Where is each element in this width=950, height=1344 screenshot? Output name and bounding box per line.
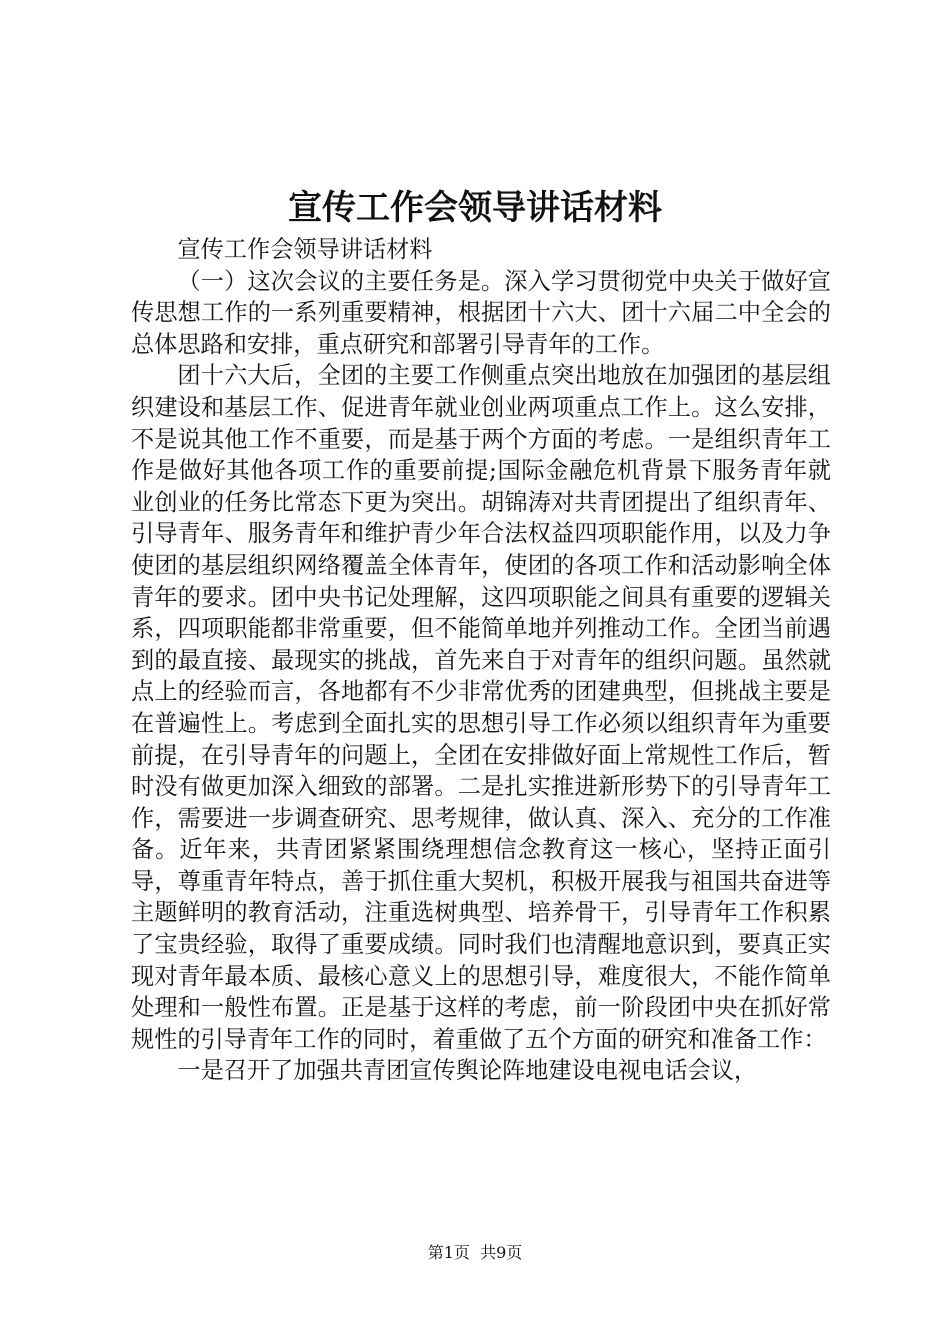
document-title: 宣传工作会领导讲话材料 <box>288 188 662 228</box>
paragraph: （一）这次会议的主要任务是。深入学习贯彻党中央关于做好宣传思想工作的一系列重要精神，根据团十六大、团十六届二中全会的总体思路和安排，重点研究和部署引导青年的工作。 <box>131 267 831 358</box>
paragraph: 团十六大后，全团的主要工作侧重点突出地放在加强团的基层组织建设和基层工作、促进青年就业创业两项重点工作上。这么安排，不是说其他工作不重要，而是基于两个方面的考虑。一是组织青年工作是做好其他各项工作的重要前提;国际金融危机背景下服务青年就业创业的任务比常态下更为突出。胡锦涛对共青团提出了组织青年、引导青年、服务青年和维护青少年合法权益四项职能作用，以及力争使团的基层组织网络覆盖全体青年，使团的各项工作和活动影响全体青年的要求。团中央书记处理解，这四项职能之间具有重要的逻辑关系，四项职能都非常重要，但不能简单地并列推动工作。全团当前遇到的最直接、最现实的挑战，首先来自于对青年的组织问题。虽然就点上的经验而言，各地都有不少非常优秀的团建典型，但挑战主要是在普遍性上。考虑到全面扎实的思想引导工作必须以组织青年为重要前提，在引导青年的问题上，全团在安排做好面上常规性工作后，暂时没有做更加深入细致的部署。二是扎实推进新形势下的引导青年工作，需要进一步调查研究、思考规律，做认真、深入、充分的工作准备。近年来，共青团紧紧围绕理想信念教育这一核心，坚持正面引导，尊重青年特点，善于抓住重大契机，积极开展我与祖国共奋进等主题鲜明的教育活动，注重选树典型、培养骨干，引导青年工作积累了宝贵经验，取得了重要成绩。同时我们也清醒地意识到，要真正实现对青年最本质、最核心意义上的思想引导，难度很大，不能作简单处理和一般性布置。正是基于这样的考虑，前一阶段团中央在抓好常规性的引导青年工作的同时，着重做了五个方面的研究和准备工作： <box>131 362 831 1053</box>
paragraph: 宣传工作会领导讲话材料 <box>177 236 433 263</box>
document-body <box>131 234 831 1087</box>
page-footer <box>0 1243 950 1263</box>
paragraph: 一是召开了加强共青团宣传舆论阵地建设电视电话会议， <box>177 1057 758 1085</box>
page-number: 第1页 共9页 <box>427 1243 523 1262</box>
